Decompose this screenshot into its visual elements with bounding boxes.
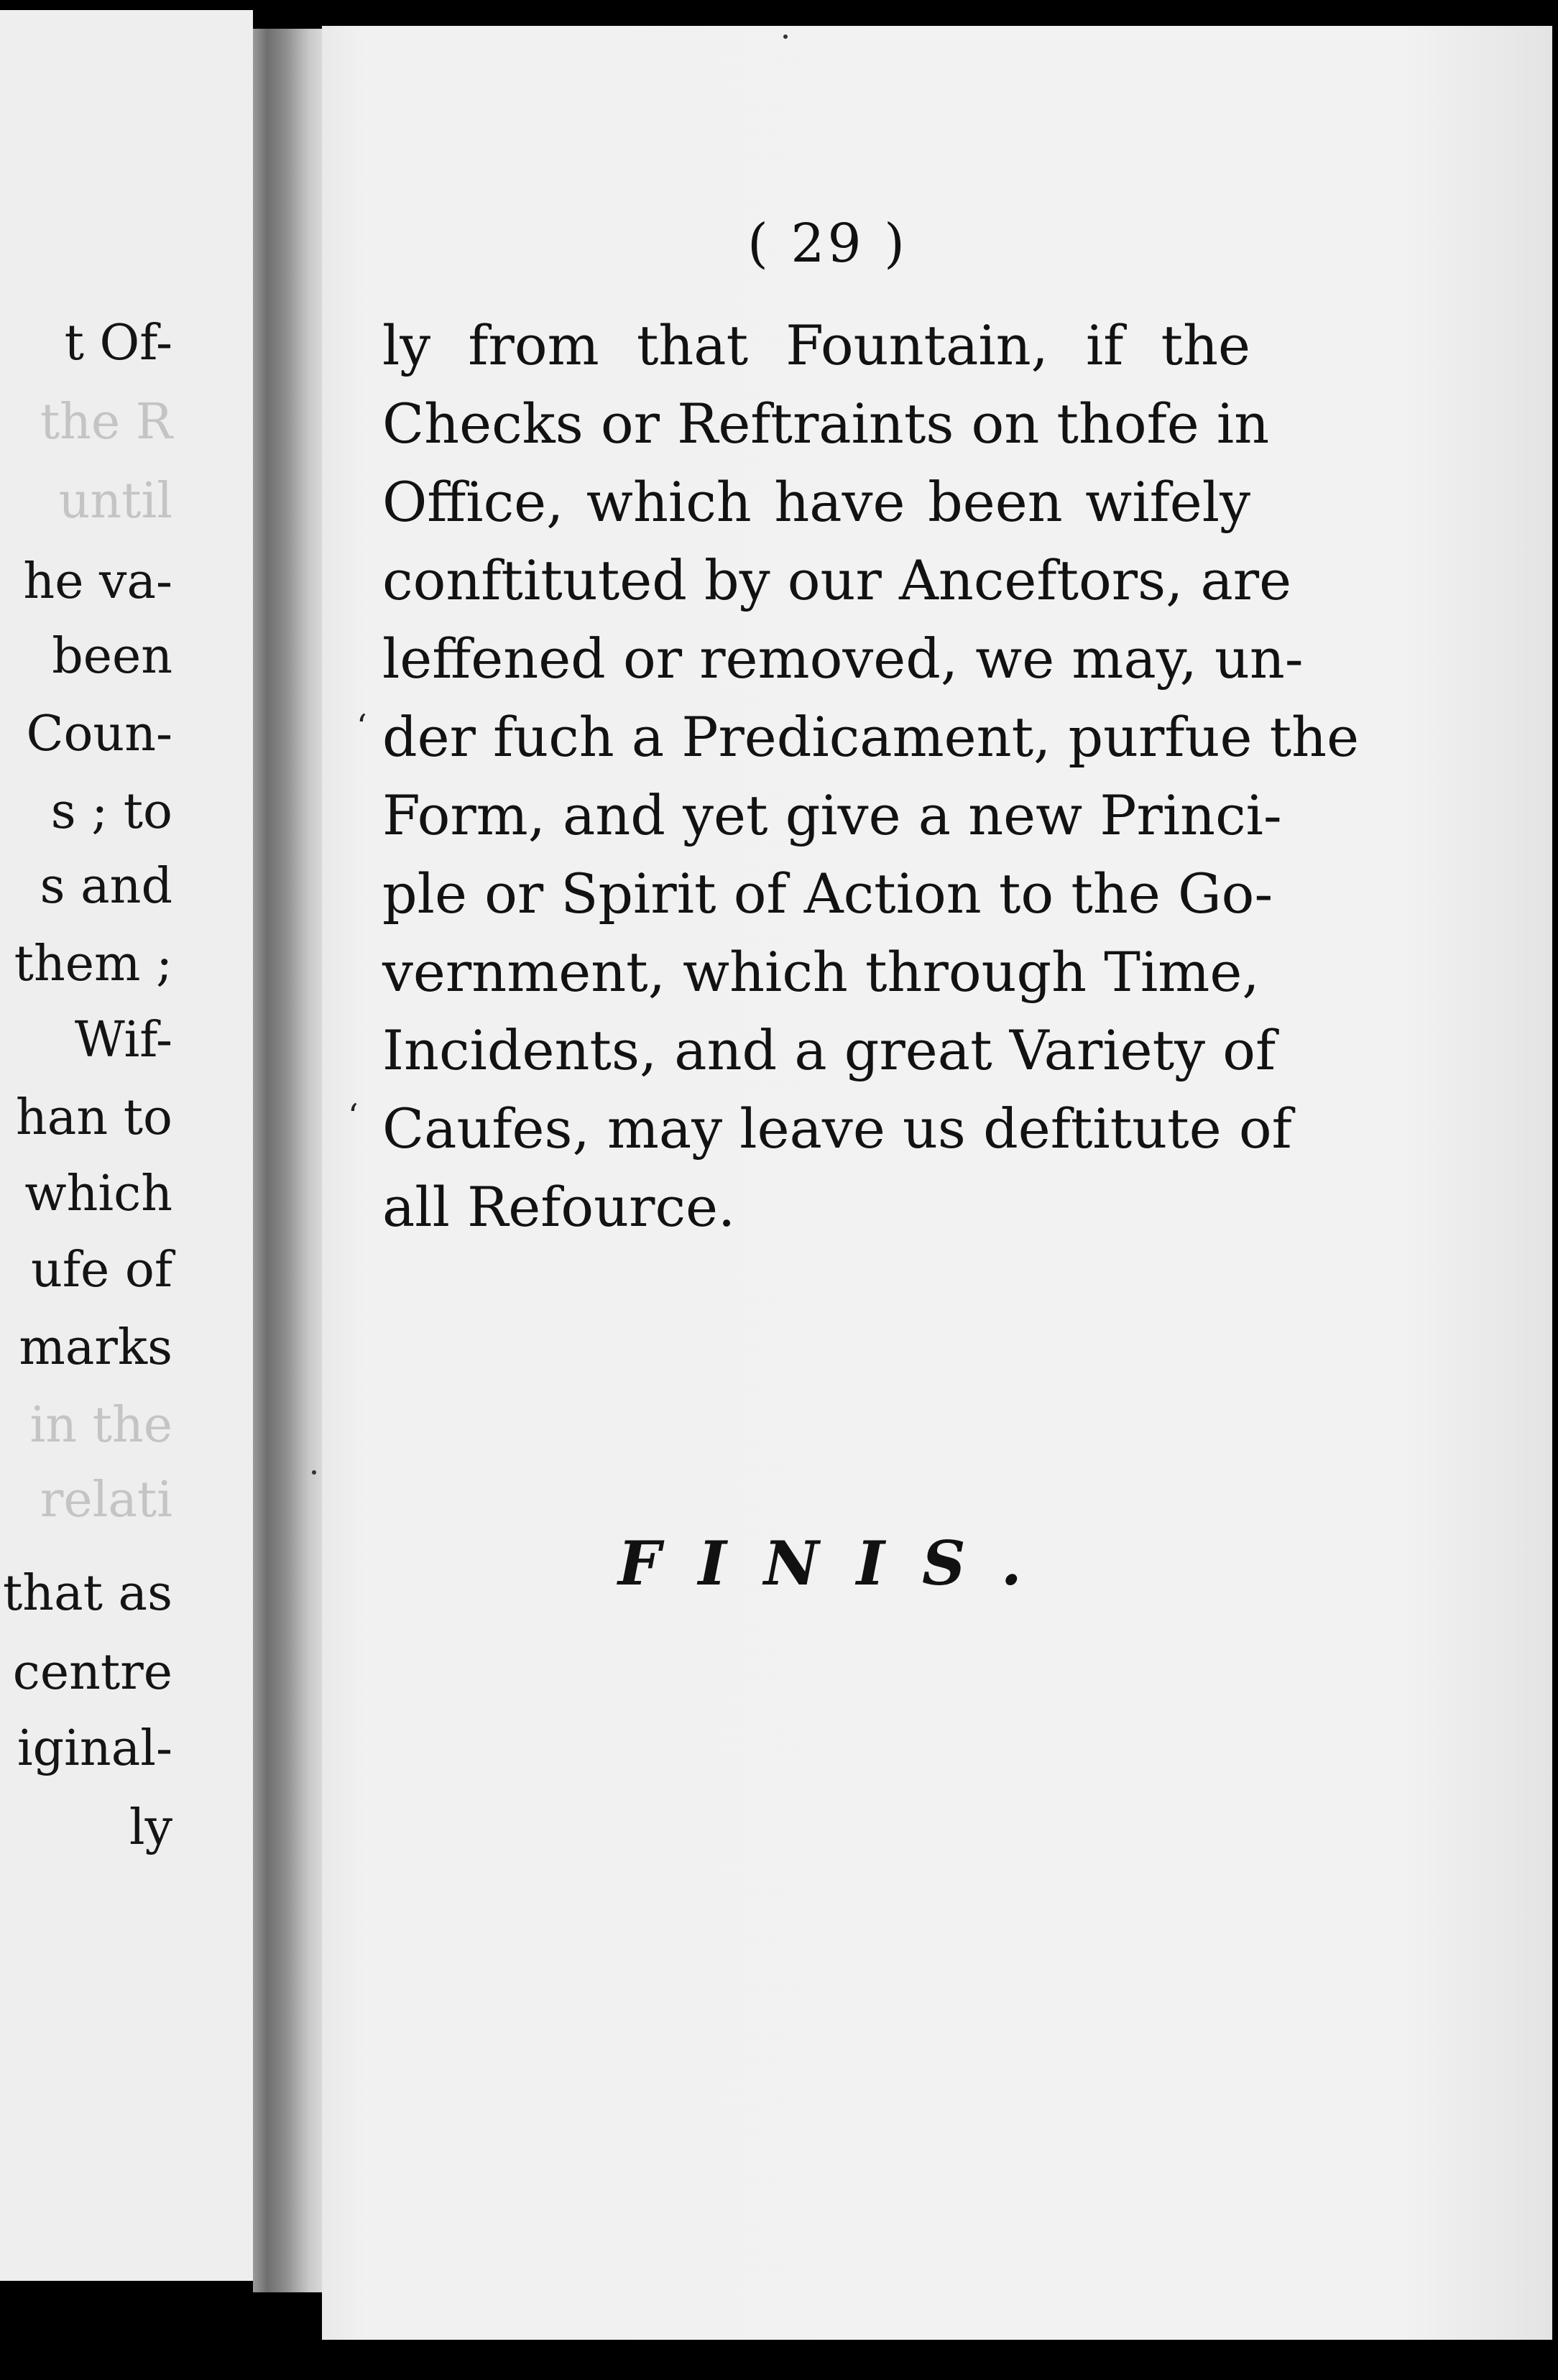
left-page-line: been — [52, 628, 172, 685]
left-page-line: s and — [40, 858, 172, 915]
left-page-line: marks — [19, 1319, 172, 1376]
text-line: ple or Spirit of Action to the Go- — [382, 862, 1273, 926]
left-page-line: t Of- — [64, 315, 172, 372]
text-line: Form, and yet give a new Princi- — [382, 783, 1282, 847]
left-page-line: ly — [129, 1799, 172, 1856]
text-line: vernment, which through Time, — [382, 940, 1260, 1004]
paper-speck — [312, 1470, 316, 1475]
left-page-line: relati — [40, 1472, 172, 1528]
left-page-line: ufe of — [31, 1242, 172, 1299]
left-page-line: the R — [40, 394, 172, 451]
left-page-line: Coun- — [26, 706, 172, 762]
left-page-line: that as — [2, 1565, 172, 1622]
left-page-line: until — [58, 473, 172, 530]
text-line: Checks or Reftraints on thofe in — [382, 392, 1270, 456]
left-page-line: iginal- — [17, 1720, 172, 1777]
text-line: Office, which have been wifely — [382, 470, 1250, 534]
left-page-line: which — [24, 1166, 172, 1222]
left-page-line: centre — [12, 1644, 172, 1701]
margin-tick-mark: ʻ — [348, 1097, 359, 1135]
text-line: der fuch a Predicament, purfue the — [382, 705, 1360, 769]
left-page-line: them ; — [14, 936, 172, 992]
text-line: conftituted by our Anceftors, are — [382, 548, 1292, 612]
left-page-line: he va- — [23, 553, 172, 610]
text-line: leffened or removed, we may, un- — [382, 627, 1304, 691]
left-page-line: Wif- — [74, 1012, 172, 1069]
text-line: all Refource. — [382, 1175, 736, 1239]
left-page — [0, 10, 253, 2281]
finis-heading: FINIS. — [618, 1528, 1059, 1599]
left-page-line: han to — [15, 1089, 172, 1146]
margin-tick-mark: ʻ — [356, 707, 367, 746]
page-number: ( 29 ) — [747, 213, 908, 275]
left-page-line: s ; to — [50, 783, 172, 840]
text-line: Caufes, may leave us deftitute of — [382, 1097, 1292, 1161]
body-text — [382, 306, 1360, 1246]
left-page-line: in the — [29, 1397, 172, 1454]
text-line: Incidents, and a great Variety of — [382, 1018, 1276, 1082]
text-line: ly from that Fountain, if the — [382, 313, 1250, 377]
paper-speck — [783, 34, 788, 39]
